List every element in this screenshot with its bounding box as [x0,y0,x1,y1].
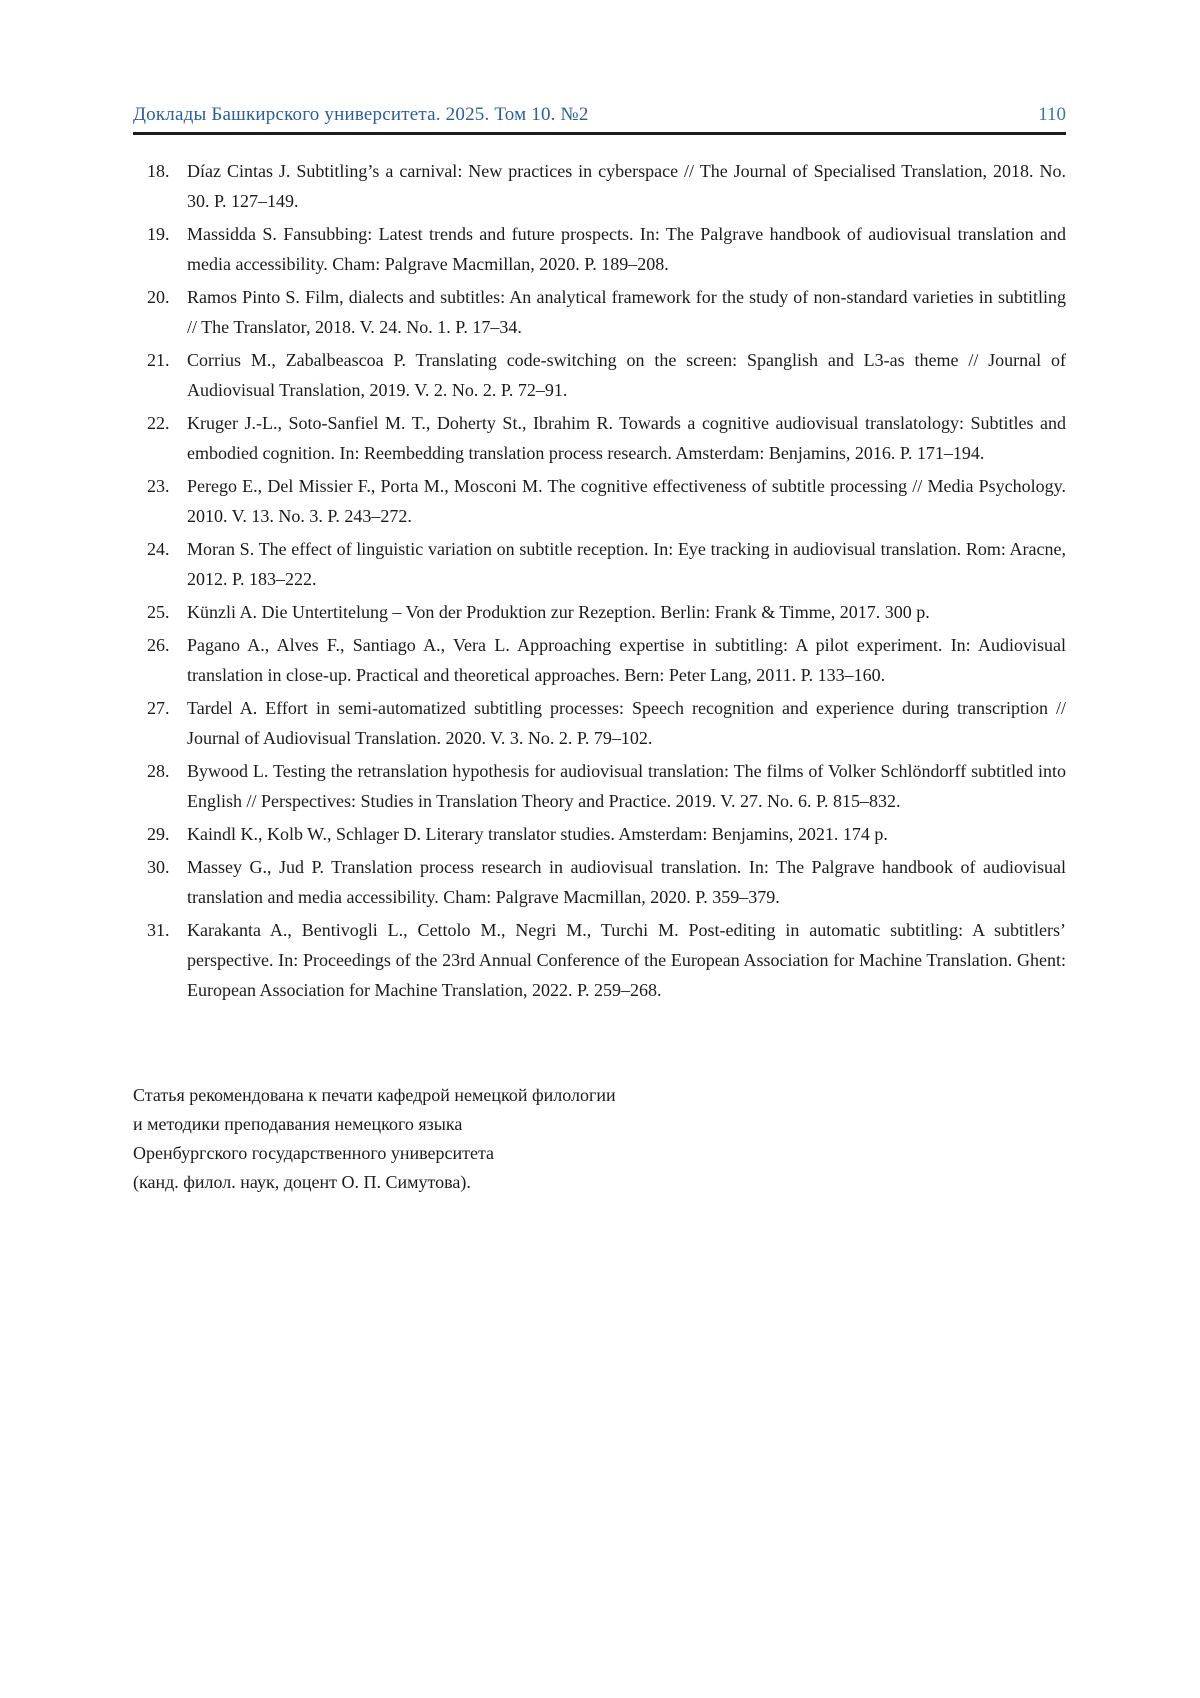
reference-item [133,852,1066,912]
reference-item [133,630,1066,690]
reference-text: Perego E., Del Missier F., Porta M., Mosconi M. The cognitive effectiveness of subtitle processing // Media Psychology. 2010. V. 13. No. 3. P. 243–272. [187,476,1066,526]
closing-note-line: (канд. филол. наук, доцент О. П. Симутова). [133,1172,471,1192]
reference-item [133,345,1066,405]
reference-text: Künzli A. Die Untertitelung – Von der Produktion zur Rezeption. Berlin: Frank & Timme, 2017. 300 p. [187,602,930,622]
reference-item [133,693,1066,753]
reference-number: 25. [147,602,170,622]
reference-number: 27. [147,698,170,718]
reference-item [133,534,1066,594]
reference-number: 30. [147,857,170,877]
reference-number: 20. [147,287,170,307]
closing-note-line: и методики преподавания немецкого языка [133,1114,463,1134]
reference-text: Ramos Pinto S. Film, dialects and subtitles: An analytical framework for the study of non-standard varieties in subtitling // The Translator, 2018. V. 24. No. 1. P. 17–34. [187,287,1066,337]
reference-text: Massidda S. Fansubbing: Latest trends and future prospects. In: The Palgrave handbook of audiovisual translation and media accessibility. Cham: Palgrave Macmillan, 2020. P. 189–208. [187,224,1066,274]
reference-text: Moran S. The effect of linguistic variation on subtitle reception. In: Eye tracking in audiovisual translation. Rom: Aracne, 2012. P. 183–222. [187,539,1066,589]
reference-number: 22. [147,413,170,433]
reference-number: 29. [147,824,170,844]
reference-item [133,282,1066,342]
page-number: 110 [1038,104,1066,125]
reference-text: Massey G., Jud P. Translation process research in audiovisual translation. In: The Palgrave handbook of audiovisual translation and media accessibility. Cham: Palgrave Macmillan, 2020. P. 359–379. [187,857,1066,907]
reference-number: 23. [147,476,170,496]
reference-item [133,156,1066,216]
reference-number: 31. [147,920,170,940]
closing-note-line: Оренбургского государственного университета [133,1143,495,1163]
reference-text: Bywood L. Testing the retranslation hypothesis for audiovisual translation: The films of Volker Schlöndorff subtitled into English // Perspectives: Studies in Translation Theory and Practice. 2019. V. 27. No. 6. P. 815–832. [187,761,1066,811]
reference-text: Karakanta A., Bentivogli L., Cettolo M., Negri M., Turchi M. Post-editing in automatic subtitling: A subtitlers’ perspective. In: Proceedings of the 23rd Annual Conference of the European Association for Machine Translation. Ghent: European Association for Machine Translation, 2022. P. 259–268. [187,920,1066,1000]
reference-number: 28. [147,761,170,781]
reference-item [133,915,1066,1005]
reference-number: 26. [147,635,170,655]
reference-text: Pagano A., Alves F., Santiago A., Vera L. Approaching expertise in subtitling: A pilot experiment. In: Audiovisual translation in close-up. Practical and theoretical approaches. Bern: Peter Lang, 2011. P. 133–160. [187,635,1066,685]
journal-header-title: Доклады Башкирского университета. 2025. Том 10. №2 [133,104,589,125]
closing-note [133,1081,1066,1197]
references-list [133,156,1066,1005]
page-content [133,0,1066,1197]
reference-text: Kruger J.-L., Soto-Sanfiel M. T., Doherty St., Ibrahim R. Towards a cognitive audiovisual translatology: Subtitles and embodied cognition. In: Reembedding translation process research. Amsterdam: Benjamins, 2016. P. 171–194. [187,413,1066,463]
reference-number: 24. [147,539,170,559]
reference-item [133,756,1066,816]
reference-item [133,219,1066,279]
reference-item [133,408,1066,468]
reference-item [133,471,1066,531]
reference-number: 18. [147,161,170,181]
header-rule [133,132,1066,135]
running-header [133,103,1066,127]
reference-number: 19. [147,224,170,244]
reference-text: Díaz Cintas J. Subtitling’s a carnival: New practices in cyberspace // The Journal of Specialised Translation, 2018. No. 30. P. 127–149. [187,161,1066,211]
reference-item [133,597,1066,627]
reference-item [133,819,1066,849]
reference-number: 21. [147,350,170,370]
reference-text: Kaindl K., Kolb W., Schlager D. Literary translator studies. Amsterdam: Benjamins, 2021. 174 p. [187,824,888,844]
closing-note-line: Статья рекомендована к печати кафедрой немецкой филологии [133,1085,616,1105]
reference-text: Corrius M., Zabalbeascoa P. Translating code-switching on the screen: Spanglish and L3-as theme // Journal of Audiovisual Translation, 2019. V. 2. No. 2. P. 72–91. [187,350,1066,400]
reference-text: Tardel A. Effort in semi-automatized subtitling processes: Speech recognition and experience during transcription // Journal of Audiovisual Translation. 2020. V. 3. No. 2. P. 79–102. [187,698,1066,748]
